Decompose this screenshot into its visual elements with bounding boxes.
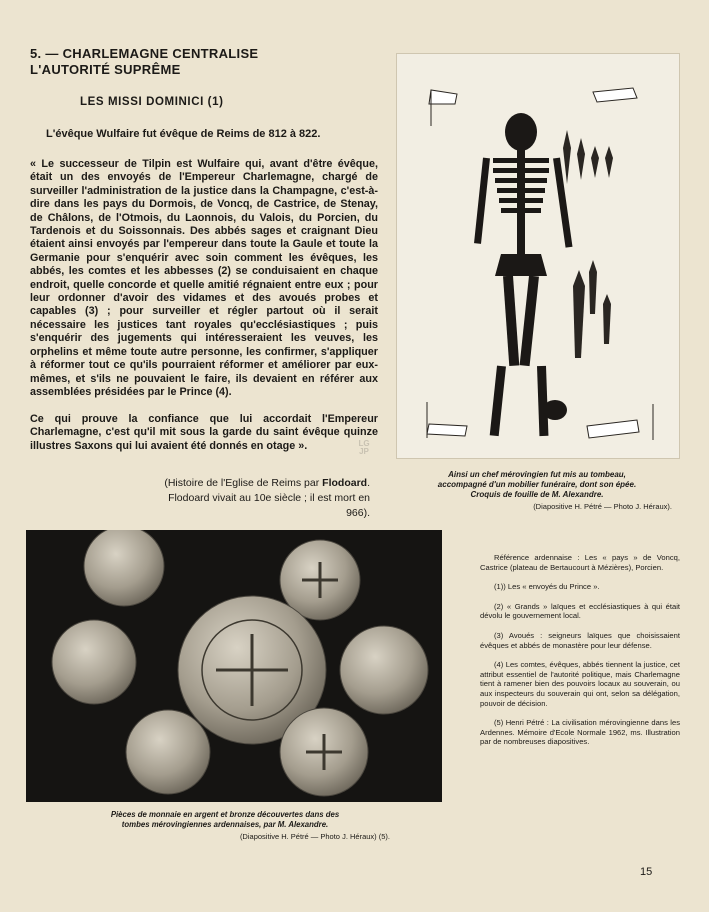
subheading: LES MISSI DOMINICI (1) [80,96,224,108]
page-number: 15 [640,866,653,878]
source-author: Flodoard [322,477,368,489]
quote-paragraph-1: « Le successeur de Tilpin est Wulfaire qui, avant d'être évêque, était un des envoyés de l'Empereur Charlemagne, chargé de surveiller l'administration de la justice dans la Champagne, c'est-à-dire dans les pays du Dormois, de Voncq, de Castrice, de Stenay, de Châlons, de l'Otmois, du Laonnois, du Valois, du Porcien, du Tardenois et du Soissonnais. Des abbés sages et craignant Dieu étaient ainsi envoyés par l'empereur dans toute la Gaule et toute la Germanie pour s'enquérir avec soin comment les évêques, les abbés, les comtes et les abbesses (2) se conduisaient en chaque endroit, quelle concorde et quelle amitié régnaient entre eux ; pour leur ordonner d'avoir des vidames et des avoués probes et capables (3) ; pour surveiller et régler partout où il serait nécessaire les justices tant royales qu'ecclésiastiques ; puis s'enquérir des jugements qui intéresseraient les veuves, les orphelins et même toute autre personne, les confirmer, s'appliquer à réformer tout ce qu'ils pourraient réformer et améliorer par eux-mêmes, et s'ils ne pouvaient le faire, ils devaient en référer aux assemblées présidées par le Prince (4). [30,158,378,398]
footnote-4: (4) Les comtes, évêques, abbés tiennent la justice, cet attribut essentiel de l'autorité politique, mais Charlemagne tient à ramener bien des pouvoirs locaux au souverain, ou aux inspecteurs du souverain qui ont, selon sa délégation, pouvoir de décision. [480,660,680,708]
intro-sentence: L'évêque Wulfaire fut évêque de Reims de 812 à 822. [46,128,321,140]
footnote-1: (1)) Les « envoyés du Prince ». [494,582,600,592]
footnote-reference: Référence ardennaise : Les « pays » de Voncq, Castrice (plateau de Bertaucourt à Mézières), Porcien. [480,553,680,572]
section-heading-line1: 5. — CHARLEMAGNE CENTRALISE [30,46,259,61]
watermark-logo: LG JP [358,439,370,456]
skeleton-caption-line2: accompagné d'un mobilier funéraire, dont son épée. [437,480,637,489]
section-heading-line2: L'AUTORITÉ SUPRÊME [30,62,181,77]
quote-paragraph-2: Ce qui prouve la confiance que lui accordait l'Empereur Charlemagne, c'est qu'il mit sous la garde du saint évêque quinze illustres Saxons qui lui avaient été donnés en otage ». [30,413,378,452]
source-line2: Flodoard vivait au 10e siècle ; il est mort en 966). [168,492,370,519]
footnote-2: (2) « Grands » laïques et ecclésiastiques à qui était dévolu le gouvernement local. [480,601,680,621]
source-suffix: . [367,477,370,489]
section-heading [30,46,258,78]
coins-drawing [26,530,442,802]
skeleton-sketch-image [396,53,680,459]
source-citation [150,476,370,521]
source-prefix: (Histoire de l'Eglise de Reims par [164,477,323,489]
coins-caption-line2: tombes mérovingiennes ardennaises, par M. Alexandre. [121,820,329,829]
skeleton-caption [396,470,678,500]
footnote-5: (5) Henri Pétré : La civilisation mérovingienne dans les Ardennes. Mémoire d'Ecole Normale 1962, ms. Illustration par de nombreuses diapositives. [480,718,680,747]
skeleton-caption-line1: Ainsi un chef mérovingien fut mis au tombeau, [448,470,626,479]
skeleton-drawing [397,54,679,458]
coins-photo-image [26,530,442,802]
coins-credit: (Diapositive H. Pétré — Photo J. Héraux) (5). [239,832,390,841]
coins-caption [60,810,390,830]
footnote-3: (3) Avoués : seigneurs laïques que choisissaient évêques et abbés de monastère pour leur défense. [480,630,680,650]
skeleton-caption-line3: Croquis de fouille de M. Alexandre. [470,490,604,499]
coins-caption-line1: Pièces de monnaie en argent et bronze découvertes dans des [110,810,340,819]
footnotes [480,553,680,757]
skeleton-credit: (Diapositive H. Pétré — Photo J. Héraux). [533,502,672,511]
